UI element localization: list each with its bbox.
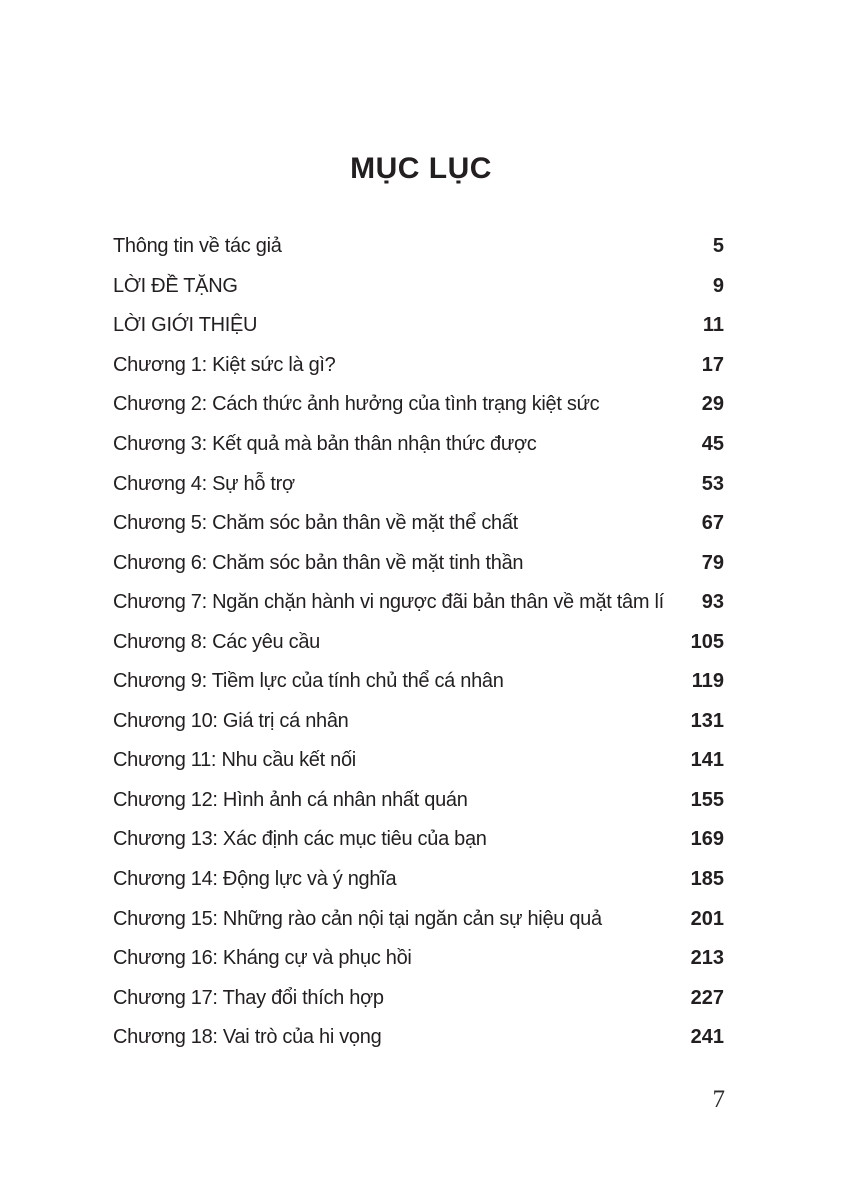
toc-entry-page-number: 17 [701, 353, 724, 376]
toc-entry-label: Chương 1: Kiệt sức là gì? [113, 353, 336, 376]
toc-entry [113, 227, 724, 267]
toc-entry [113, 978, 724, 1018]
toc-entry-label: Chương 4: Sự hỗ trợ [113, 472, 295, 495]
toc-entry-label: Chương 12: Hình ảnh cá nhân nhất quán [113, 788, 468, 811]
toc-entry-label: Chương 9: Tiềm lực của tính chủ thể cá nhân [113, 670, 504, 693]
toc-entry-label: Chương 14: Động lực và ý nghĩa [113, 868, 397, 891]
toc-entry-label: LỜI ĐỀ TẶNG [113, 274, 238, 297]
toc-entry [113, 543, 724, 583]
toc-entry-page-number: 119 [691, 670, 724, 693]
toc-entry [113, 622, 724, 662]
toc-entry-label: Thông tin về tác giả [113, 235, 282, 258]
toc-entry-label: LỜI GIỚI THIỆU [113, 314, 258, 337]
toc-entry [113, 702, 724, 742]
toc-entry-page-number: 213 [690, 947, 724, 970]
toc-entry [113, 504, 724, 544]
toc-entry-label: Chương 15: Những rào cản nội tại ngăn cản sự hiệu quả [113, 907, 602, 930]
toc-entry [113, 781, 724, 821]
toc-entry-label: Chương 17: Thay đổi thích hợp [113, 986, 384, 1009]
toc-entry-page-number: 67 [701, 512, 724, 535]
toc-list [113, 227, 724, 1057]
toc-entry-page-number: 241 [690, 1026, 724, 1049]
toc-entry-page-number: 45 [701, 433, 724, 455]
toc-entry [113, 662, 724, 702]
toc-entry [113, 385, 724, 425]
page-number: 7 [712, 1086, 725, 1113]
toc-entry [113, 860, 724, 900]
toc-entry-page-number: 169 [690, 828, 724, 851]
toc-entry [113, 1018, 724, 1058]
toc-entry-label: Chương 6: Chăm sóc bản thân về mặt tinh thần [113, 551, 524, 574]
toc-entry-page-number: 227 [690, 986, 724, 1009]
toc-entry [113, 346, 724, 386]
toc-entry-label: Chương 16: Kháng cự và phục hồi [113, 947, 412, 970]
toc-entry-page-number: 185 [690, 868, 724, 891]
toc-entry-label: Chương 18: Vai trò của hi vọng [113, 1026, 382, 1049]
toc-entry-page-number: 11 [702, 314, 724, 337]
toc-entry-page-number: 5 [712, 235, 724, 258]
toc-entry [113, 583, 724, 623]
toc-entry [113, 306, 724, 346]
toc-entry-page-number: 155 [690, 788, 724, 811]
toc-entry [113, 267, 724, 307]
toc-entry-page-number: 93 [701, 591, 724, 614]
toc-entry-label: Chương 5: Chăm sóc bản thân về mặt thể chất [113, 512, 518, 535]
toc-entry-label: Chương 2: Cách thức ảnh hưởng của tình trạng kiệt sức [113, 393, 600, 416]
toc-entry-label: Chương 3: Kết quả mà bản thân nhận thức được [113, 433, 537, 455]
toc-entry-page-number: 131 [690, 709, 724, 732]
toc-entry-page-number: 9 [712, 274, 724, 297]
toc-entry-label: Chương 13: Xác định các mục tiêu của bạn [113, 828, 487, 851]
toc-entry [113, 464, 724, 504]
toc-entry [113, 425, 724, 465]
toc-entry [113, 820, 724, 860]
toc-entry-page-number: 201 [690, 907, 724, 930]
toc-entry-label: Chương 10: Giá trị cá nhân [113, 709, 349, 732]
toc-entry-label: Chương 7: Ngăn chặn hành vi ngược đãi bản thân về mặt tâm lí [113, 591, 664, 614]
toc-entry-label: Chương 11: Nhu cầu kết nối [113, 749, 356, 772]
toc-entry [113, 939, 724, 979]
toc-entry-page-number: 141 [690, 749, 724, 772]
toc-entry-label: Chương 8: Các yêu cầu [113, 630, 320, 653]
toc-entry-page-number: 53 [701, 472, 724, 495]
toc-entry-page-number: 29 [701, 393, 724, 416]
toc-entry [113, 899, 724, 939]
page-title: MỤC LỤC [350, 152, 492, 185]
toc-entry-page-number: 105 [690, 630, 724, 653]
toc-entry [113, 741, 724, 781]
toc-entry-page-number: 79 [701, 551, 724, 574]
